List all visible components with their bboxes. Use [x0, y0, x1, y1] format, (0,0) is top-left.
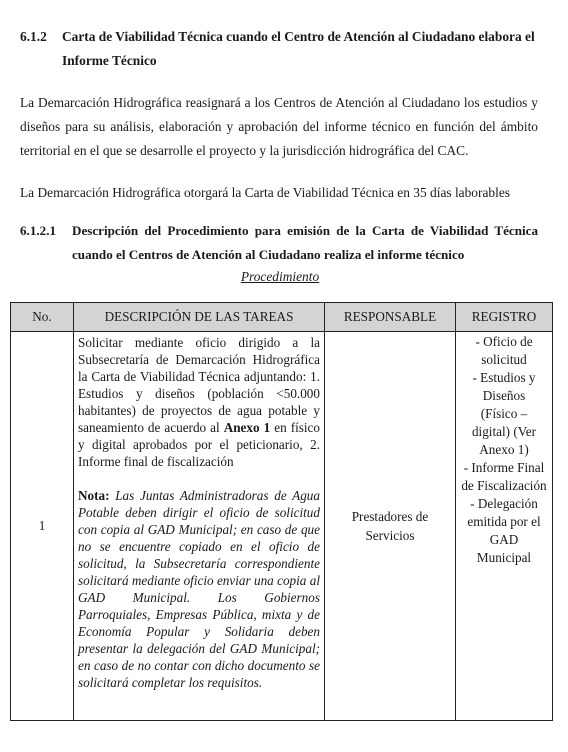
record-item: - Estudios y Diseños (Físico – digital) (Ver Anexo 1) — [471, 370, 537, 457]
task-text-part2: en físico y digital aprobados por el peticionario, 2. Informe final de fiscalización — [78, 420, 321, 469]
note-text: Las Juntas Administradoras de Agua Potable deben dirigir el oficio de solicitud con copia al GAD Municipal; en caso de que no se encuentre copiado en el oficio de solicitud, la Subsecretaría correspondiente solicitará mediante oficio enviar una copia al GAD Municipal. Los Gobiernos Parroquiales, Empresas Pública, mixta y de Economía Popular y Solidaria deben presentar la delegación del GAD Municipal; en caso de no contar con dicho documento se solicitará completar los requisitos. — [78, 488, 320, 690]
header-no: No. — [11, 303, 74, 332]
record-item: - Informe Final de Fiscalización — [461, 460, 547, 493]
subsection-title: Descripción del Procedimiento para emisión de la Carta de Viabilidad Técnica cuando el Centros de Atención al Ciudadano realiza el informe técnico — [72, 223, 538, 262]
paragraph-deadline: La Demarcación Hidrográfica otorgará la Carta de Viabilidad Técnica en 35 días laborables — [20, 185, 510, 200]
header-record: REGISTRO — [456, 303, 553, 332]
table-row — [11, 332, 553, 721]
section-number: 6.1.2 — [20, 29, 47, 44]
table-header-row — [11, 303, 553, 332]
row-number: 1 — [11, 332, 74, 721]
header-description: DESCRIPCIÓN DE LAS TAREAS — [74, 303, 325, 332]
record-item: - Oficio de solicitud — [475, 334, 533, 367]
task-text-part1: Solicitar mediante oficio dirigido a la Subsecretaría de Demarcación Hidrográfica la Carta de Viabilidad Técnica adjuntando: 1. Estudios y diseños (población <50.000 habitantes) de proyectos de agua potable y saneamiento de acuerdo al — [78, 335, 320, 435]
header-responsible: RESPONSABLE — [325, 303, 456, 332]
procedure-table — [10, 302, 553, 721]
annex-reference: Anexo 1 — [223, 420, 271, 435]
subsection-number: 6.1.2.1 — [20, 223, 57, 238]
note-label: Nota: — [78, 488, 110, 503]
section-title: Carta de Viabilidad Técnica cuando el Centro de Atención al Ciudadano elabora el Informe Técnico — [62, 29, 535, 68]
paragraph-reassignment: La Demarcación Hidrográfica reasignará a los Centros de Atención al Ciudadano los estudios y diseños para su análisis, elaboración y aprobación del informe técnico en función del ámbito territorial en el que se desarrolle el proyecto y la jurisdicción hidrográfica del CAC. — [20, 95, 538, 158]
section-heading — [20, 25, 540, 75]
subsection-heading — [20, 219, 540, 269]
record-item: - Delegación emitida por el GAD Municipal — [467, 496, 541, 565]
record-cell — [456, 332, 553, 721]
procedure-label: Procedimiento — [240, 269, 320, 284]
task-description — [74, 332, 325, 721]
responsible-cell: Prestadores de Servicios — [325, 332, 456, 721]
